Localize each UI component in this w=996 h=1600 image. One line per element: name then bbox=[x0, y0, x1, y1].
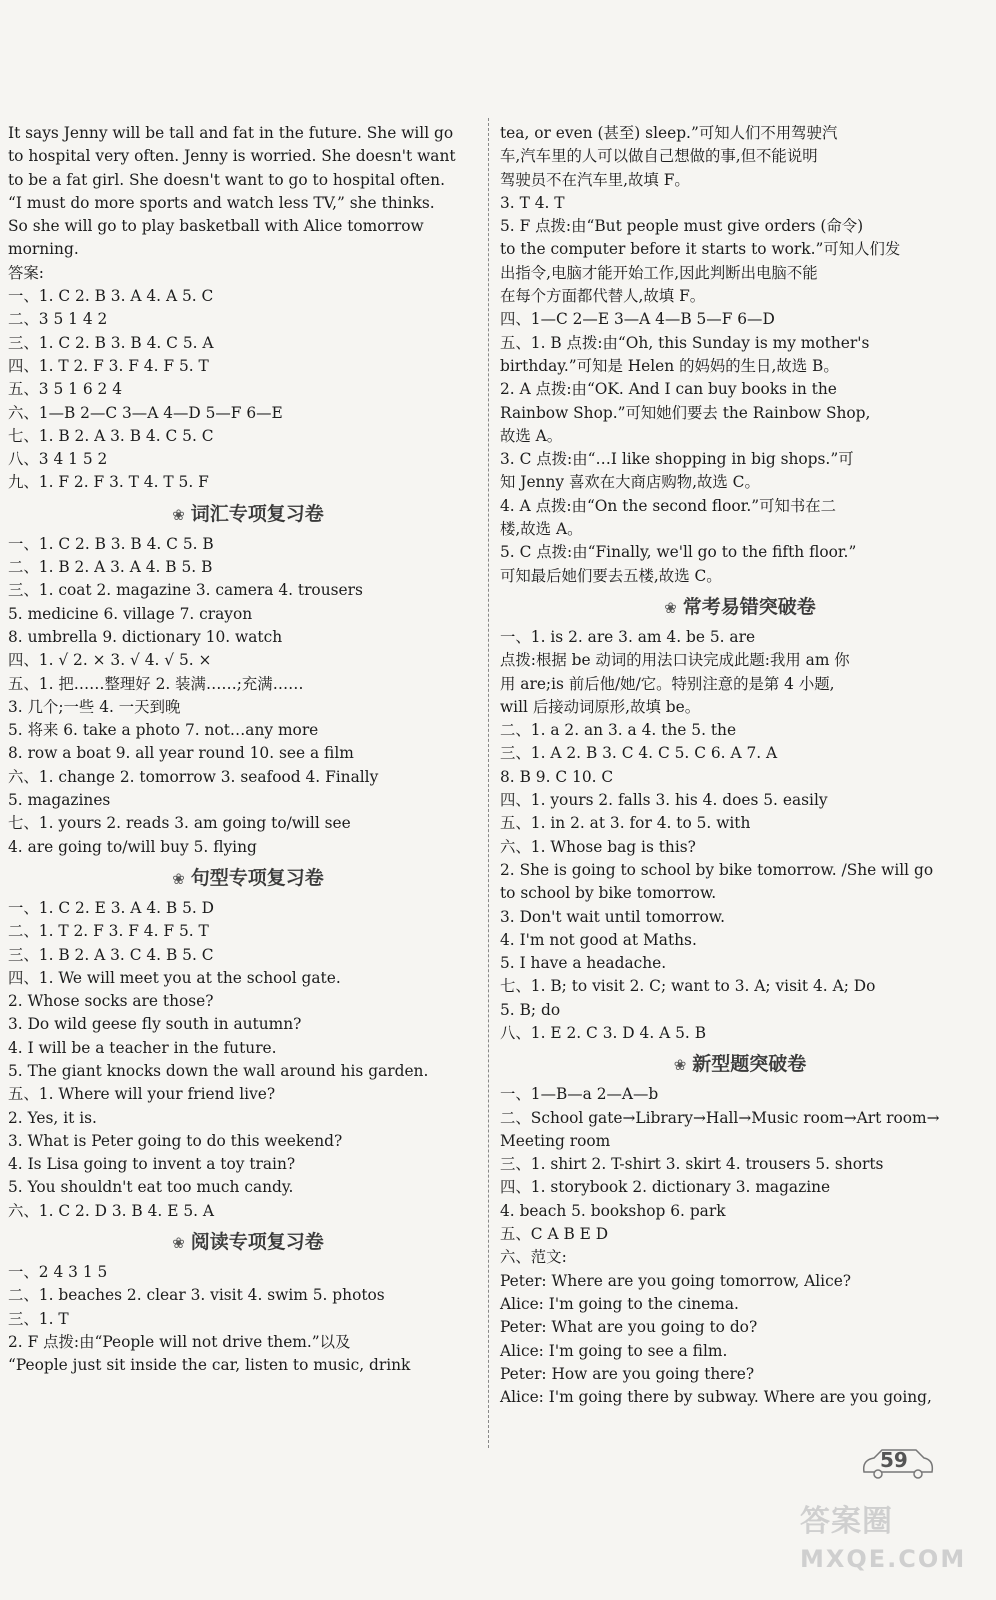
paw-icon: ❀ bbox=[664, 598, 677, 617]
answer-line: 驾驶员不在汽车里,故填 F。 bbox=[500, 170, 690, 189]
paw-icon: ❀ bbox=[172, 869, 185, 888]
answer-line: 八、1. E 2. C 3. D 4. A 5. B bbox=[500, 1023, 707, 1042]
answer-line: 一、1. C 2. E 3. A 4. B 5. D bbox=[8, 898, 215, 917]
answer-line: 一、1. C 2. B 3. A 4. A 5. C bbox=[8, 287, 214, 306]
answer-line: 4. A 点拨:由“On the second floor.”可知书在二 bbox=[500, 496, 837, 515]
answer-line: 8. umbrella 9. dictionary 10. watch bbox=[8, 627, 283, 646]
answer-line: 二、1. B 2. A 3. A 4. B 5. B bbox=[8, 558, 213, 577]
answer-line: 5. 将来 6. take a photo 7. not…any more bbox=[8, 721, 319, 740]
answer-line: 二、3 5 1 4 2 bbox=[8, 310, 108, 329]
answer-line: 一、2 4 3 1 5 bbox=[8, 1263, 108, 1282]
answer-line: 四、1. √ 2. × 3. √ 4. √ 5. × bbox=[8, 651, 212, 670]
answer-line: 2. F 点拨:由“People will not drive them.”以及 bbox=[8, 1332, 351, 1351]
answer-line: 七、1. yours 2. reads 3. am going to/will see bbox=[8, 814, 351, 833]
answer-line: 4. I will be a teacher in the future. bbox=[8, 1038, 277, 1057]
answer-line: 4. are going to/will buy 5. flying bbox=[8, 837, 257, 856]
answer-line: 一、1—B—a 2—A—b bbox=[500, 1085, 659, 1104]
watermark-logo: 答案圈 bbox=[800, 1504, 893, 1539]
answer-line: 8. B 9. C 10. C bbox=[500, 767, 614, 786]
answer-line: 2. She is going to school by bike tomorrow. /She will go bbox=[500, 860, 934, 879]
answer-line: 四、1. yours 2. falls 3. his 4. does 5. easily bbox=[500, 791, 828, 810]
answer-line: 五、1. 把……整理好 2. 装满……;充满…… bbox=[8, 674, 304, 693]
section-heading bbox=[500, 588, 980, 626]
section-heading-text: 新型题突破卷 bbox=[692, 1053, 807, 1076]
answer-line: 六、1. change 2. tomorrow 3. seafood 4. Finally bbox=[8, 767, 379, 786]
page-number-badge bbox=[858, 1446, 938, 1480]
answer-line: 七、1. B 2. A 3. B 4. C 5. C bbox=[8, 426, 214, 445]
answer-line: 3. What is Peter going to do this weekend? bbox=[8, 1131, 343, 1150]
answer-line: 楼,故选 A。 bbox=[500, 520, 583, 539]
answer-line: 二、1. a 2. an 3. a 4. the 5. the bbox=[500, 721, 737, 740]
answer-line: 用 are;is 前后他/她/它。特别注意的是第 4 小题, bbox=[500, 674, 835, 693]
answer-line: 4. Is Lisa going to invent a toy train? bbox=[8, 1155, 296, 1174]
answer-line: 六、1—B 2—C 3—A 4—D 5—F 6—E bbox=[8, 403, 283, 422]
answer-line: 知 Jenny 喜欢在大商店购物,故选 C。 bbox=[500, 473, 760, 492]
answer-line: 九、1. F 2. F 3. T 4. T 5. F bbox=[8, 473, 209, 492]
answer-line: 2. Whose socks are those? bbox=[8, 992, 214, 1011]
answer-line: So she will go to play basketball with Alice tomorrow bbox=[8, 217, 424, 236]
answer-line: 3. C 点拨:由“…I like shopping in big shops.”可 bbox=[500, 450, 854, 469]
answer-line: to school by bike tomorrow. bbox=[500, 884, 717, 903]
answer-line: 答案: bbox=[8, 263, 44, 282]
answer-line: 八、3 4 1 5 2 bbox=[8, 450, 108, 469]
answer-line: 六、1. C 2. D 3. B 4. E 5. A bbox=[8, 1201, 215, 1220]
answer-line: “People just sit inside the car, listen to music, drink bbox=[8, 1356, 411, 1375]
answer-line: 出指令,电脑才能开始工作,因此判断出电脑不能 bbox=[500, 263, 818, 282]
answer-line: will 后接动词原形,故填 be。 bbox=[500, 697, 701, 716]
answer-line: 四、1—C 2—E 3—A 4—B 5—F 6—D bbox=[500, 310, 775, 329]
paw-icon: ❀ bbox=[172, 505, 185, 524]
answer-line: It says Jenny will be tall and fat in the future. She will go bbox=[8, 124, 454, 142]
answer-line: 一、1. C 2. B 3. B 4. C 5. B bbox=[8, 534, 214, 553]
answer-line: Meeting room bbox=[500, 1131, 611, 1150]
answer-line: “I must do more sports and watch less TV,” she thinks. bbox=[8, 193, 435, 212]
answer-line: to be a fat girl. She doesn't want to go to hospital often. bbox=[8, 170, 445, 189]
answer-line: 5. F 点拨:由“But people must give orders (命令) bbox=[500, 217, 864, 236]
left-column bbox=[8, 122, 488, 1378]
answer-line: 3. T 4. T bbox=[500, 193, 565, 212]
right-column bbox=[500, 122, 980, 1409]
answer-line: 五、1. Where will your friend live? bbox=[8, 1085, 276, 1104]
answer-line: 三、1. B 2. A 3. C 4. B 5. C bbox=[8, 945, 214, 964]
answer-line: Rainbow Shop.”可知她们要去 the Rainbow Shop, bbox=[500, 403, 871, 422]
section-heading-text: 阅读专项复习卷 bbox=[190, 1231, 324, 1254]
section-heading-text: 常考易错突破卷 bbox=[682, 595, 816, 618]
answer-line: 六、范文: bbox=[500, 1248, 567, 1267]
section-heading bbox=[8, 859, 488, 897]
answer-line: 5. medicine 6. village 7. crayon bbox=[8, 604, 253, 623]
answer-line: 5. C 点拨:由“Finally, we'll go to the fifth floor.” bbox=[500, 543, 857, 562]
answer-line: Alice: I'm going to see a film. bbox=[500, 1341, 728, 1360]
answer-line: 5. You shouldn't eat too much candy. bbox=[8, 1178, 294, 1197]
answer-line: morning. bbox=[8, 240, 79, 259]
answer-line: 三、1. C 2. B 3. B 4. C 5. A bbox=[8, 333, 214, 352]
page-number: 59 bbox=[880, 1448, 908, 1472]
answer-line: 5. magazines bbox=[8, 791, 111, 810]
answer-line: 3. 几个;一些 4. 一天到晚 bbox=[8, 697, 181, 716]
answer-line: 三、1. A 2. B 3. C 4. C 5. C 6. A 7. A bbox=[500, 744, 778, 763]
answer-line: 4. beach 5. bookshop 6. park bbox=[500, 1201, 726, 1220]
answer-line: to hospital very often. Jenny is worried. She doesn't want bbox=[8, 147, 456, 166]
section-heading-text: 词汇专项复习卷 bbox=[190, 502, 324, 525]
answer-line: to the computer before it starts to work.”可知人们发 bbox=[500, 240, 901, 259]
answer-line: 六、1. Whose bag is this? bbox=[500, 837, 696, 856]
answer-line: 2. Yes, it is. bbox=[8, 1108, 97, 1127]
section-heading-text: 句型专项复习卷 bbox=[190, 866, 324, 889]
answer-line: 四、1. T 2. F 3. F 4. F 5. T bbox=[8, 356, 209, 375]
answer-line: 在每个方面都代替人,故填 F。 bbox=[500, 287, 706, 306]
watermark-url: MXQE.COM bbox=[800, 1545, 967, 1573]
answer-line: 四、1. storybook 2. dictionary 3. magazine bbox=[500, 1178, 831, 1197]
answer-line: Peter: What are you going to do? bbox=[500, 1318, 758, 1337]
answer-line: 车,汽车里的人可以做自己想做的事,但不能说明 bbox=[500, 147, 818, 166]
answer-line: 五、C A B E D bbox=[500, 1225, 609, 1244]
answer-line: 3. Do wild geese fly south in autumn? bbox=[8, 1015, 302, 1034]
answer-line: birthday.”可知是 Helen 的妈妈的生日,故选 B。 bbox=[500, 356, 839, 375]
section-heading bbox=[500, 1045, 980, 1083]
answer-line: 4. I'm not good at Maths. bbox=[500, 930, 697, 949]
answer-line: 可知最后她们要去五楼,故选 C。 bbox=[500, 566, 722, 585]
answer-line: Alice: I'm going to the cinema. bbox=[500, 1294, 739, 1313]
paw-icon: ❀ bbox=[172, 1234, 185, 1253]
answer-line: Peter: Where are you going tomorrow, Alice? bbox=[500, 1271, 852, 1290]
section-heading bbox=[8, 495, 488, 533]
answer-line: 五、1. in 2. at 3. for 4. to 5. with bbox=[500, 814, 751, 833]
answer-line: 故选 A。 bbox=[500, 426, 563, 445]
answer-line: tea, or even (甚至) sleep.”可知人们不用驾驶汽 bbox=[500, 124, 838, 142]
answer-line: 五、1. B 点拨:由“Oh, this Sunday is my mother's bbox=[500, 333, 870, 352]
answer-line: 三、1. T bbox=[8, 1309, 69, 1328]
answer-line: 三、1. shirt 2. T-shirt 3. skirt 4. trousers 5. shorts bbox=[500, 1155, 884, 1174]
answer-line: 2. A 点拨:由“OK. And I can buy books in the bbox=[500, 380, 837, 399]
column-divider bbox=[488, 118, 489, 1448]
answer-line: 三、1. coat 2. magazine 3. camera 4. trousers bbox=[8, 581, 363, 600]
answer-line: 四、1. We will meet you at the school gate. bbox=[8, 968, 341, 987]
answer-line: 点拨:根据 be 动词的用法口诀完成此题:我用 am 你 bbox=[500, 651, 850, 670]
section-heading bbox=[8, 1223, 488, 1261]
answer-line: 5. I have a headache. bbox=[500, 954, 667, 973]
paw-icon: ❀ bbox=[673, 1056, 687, 1075]
answer-line: 二、1. T 2. F 3. F 4. F 5. T bbox=[8, 922, 209, 941]
answer-line: 二、School gate→Library→Hall→Music room→Art room→ bbox=[500, 1108, 940, 1127]
answer-line: 8. row a boat 9. all year round 10. see a film bbox=[8, 744, 354, 763]
answer-line: 3. Don't wait until tomorrow. bbox=[500, 907, 726, 926]
answer-line: 一、1. is 2. are 3. am 4. be 5. are bbox=[500, 627, 756, 646]
answer-line: Peter: How are you going there? bbox=[500, 1364, 755, 1383]
answer-line: 二、1. beaches 2. clear 3. visit 4. swim 5. photos bbox=[8, 1286, 385, 1305]
answer-line: 七、1. B; to visit 2. C; want to 3. A; visit 4. A; Do bbox=[500, 977, 876, 996]
answer-line: Alice: I'm going there by subway. Where are you going, bbox=[500, 1388, 932, 1407]
answer-line: 5. The giant knocks down the wall around his garden. bbox=[8, 1061, 429, 1080]
answer-line: 五、3 5 1 6 2 4 bbox=[8, 380, 122, 399]
answer-line: 5. B; do bbox=[500, 1000, 561, 1019]
